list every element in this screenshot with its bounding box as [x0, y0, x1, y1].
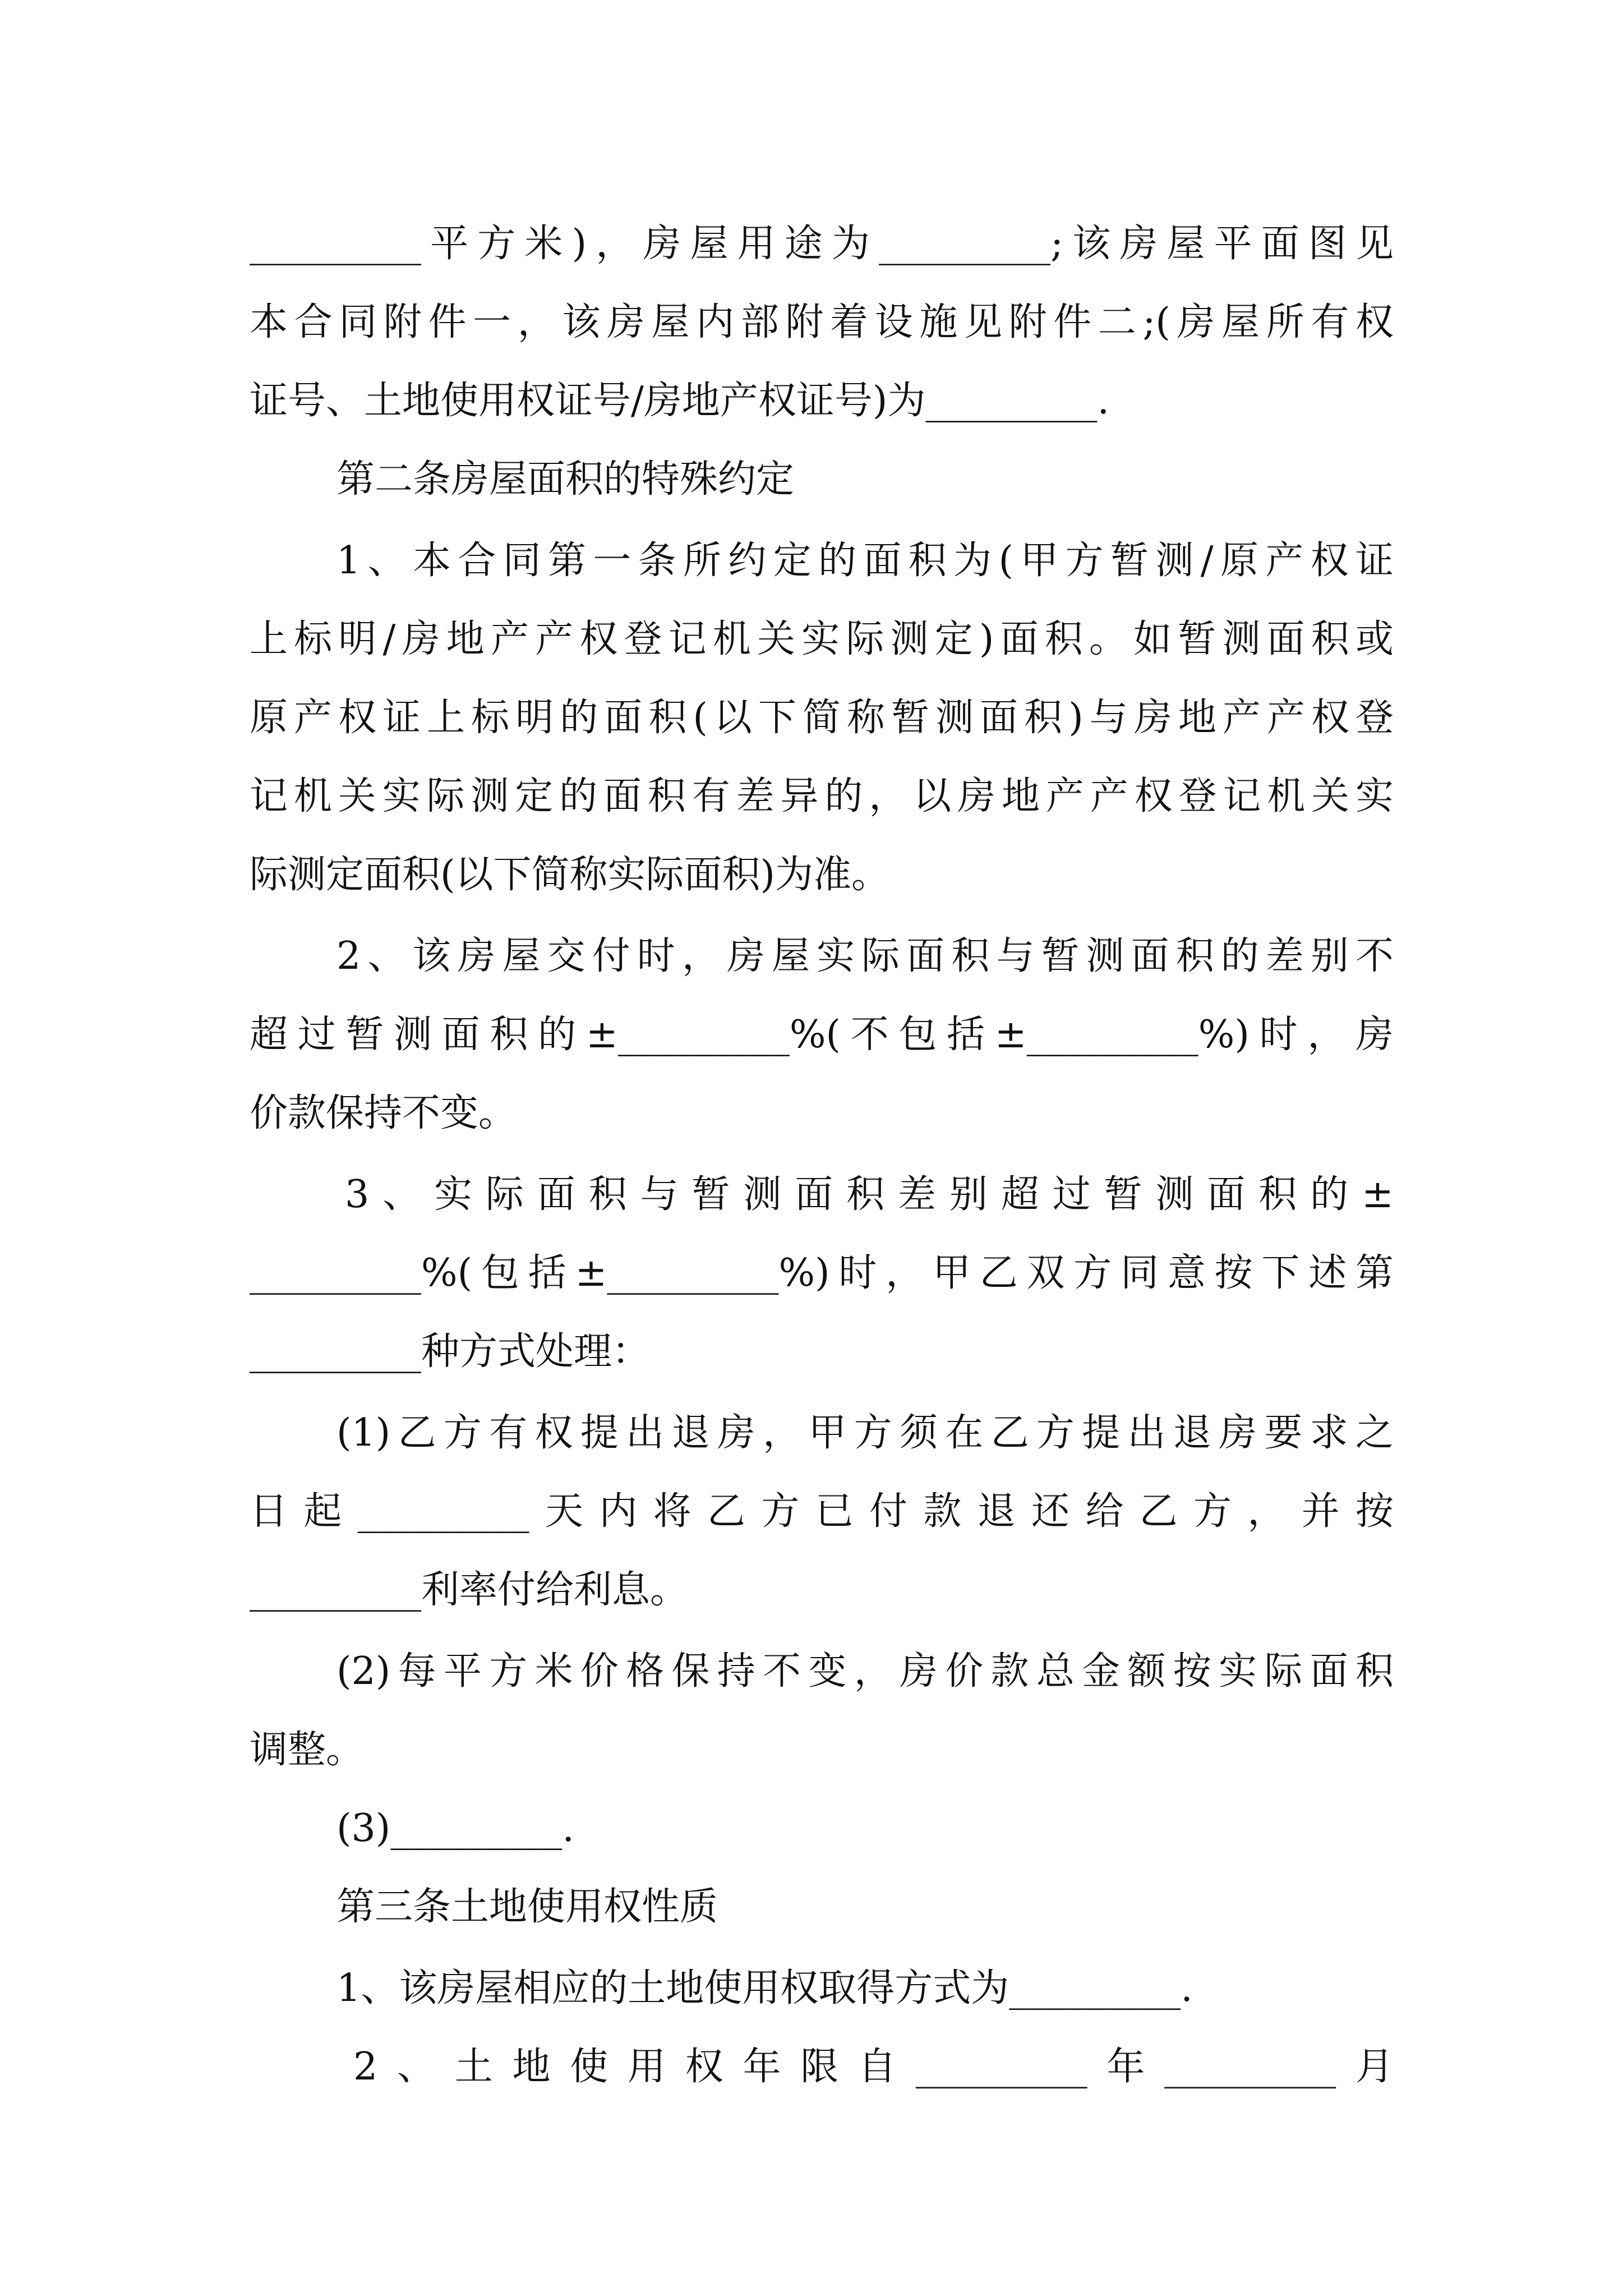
text-line-3: 证号、土地使用权证号/房地产权证号)为_________.	[250, 379, 1110, 423]
text-line-11: 超过暂测面积的±_________%(不包括±_________%)时，房	[250, 1013, 1394, 1057]
text-line-7: 原产权证上标明的面积(以下简称暂测面积)与房地产产权登	[250, 696, 1394, 740]
section-heading-2: 第二条房屋面积的特殊约定	[336, 457, 795, 501]
text-line-14: _________%(包括±_________%)时，甲乙双方同意按下述第	[250, 1251, 1394, 1295]
text-line-23: 1、该房屋相应的土地使用权取得方式为_________.	[336, 1966, 1193, 2010]
text-line-21: (3)_________.	[336, 1806, 574, 1851]
text-line-2: 本合同附件一，该房屋内部附着设施见附件二;(房屋所有权	[250, 300, 1394, 344]
text-line-5: 1、本合同第一条所约定的面积为(甲方暂测/原产权证	[336, 539, 1394, 583]
text-line-15: _________种方式处理：	[250, 1329, 651, 1374]
text-line-6: 上标明/房地产产权登记机关实际测定)面积。如暂测面积或	[250, 617, 1394, 661]
text-line-19: (2)每平方米价格保持不变，房价款总金额按实际面积	[336, 1649, 1394, 1694]
section-heading-3: 第三条土地使用权性质	[336, 1885, 718, 1929]
text-line-9: 际测定面积(以下简称实际面积)为准。	[250, 853, 890, 897]
text-line-12: 价款保持不变。	[250, 1091, 517, 1135]
text-line-17: 日起_________天内将乙方已付款退还给乙方，并按	[250, 1489, 1394, 1534]
text-line-10: 2、该房屋交付时，房屋实际面积与暂测面积的差别不	[336, 934, 1394, 978]
text-line-13: 3、实际面积与暂测面积差别超过暂测面积的±	[345, 1172, 1394, 1217]
text-line-1: _________平方米)，房屋用途为_________;该房屋平面图见	[250, 222, 1394, 266]
text-line-16: (1)乙方有权提出退房，甲方须在乙方提出退房要求之	[336, 1411, 1394, 1455]
text-line-20: 调整。	[250, 1728, 365, 1772]
text-line-18: _________利率付给利息。	[250, 1568, 689, 1612]
text-line-8: 记机关实际测定的面积有差异的，以房地产产权登记机关实	[250, 774, 1394, 818]
text-line-24: 2、土地使用权年限自_________年_________月	[353, 2045, 1394, 2089]
